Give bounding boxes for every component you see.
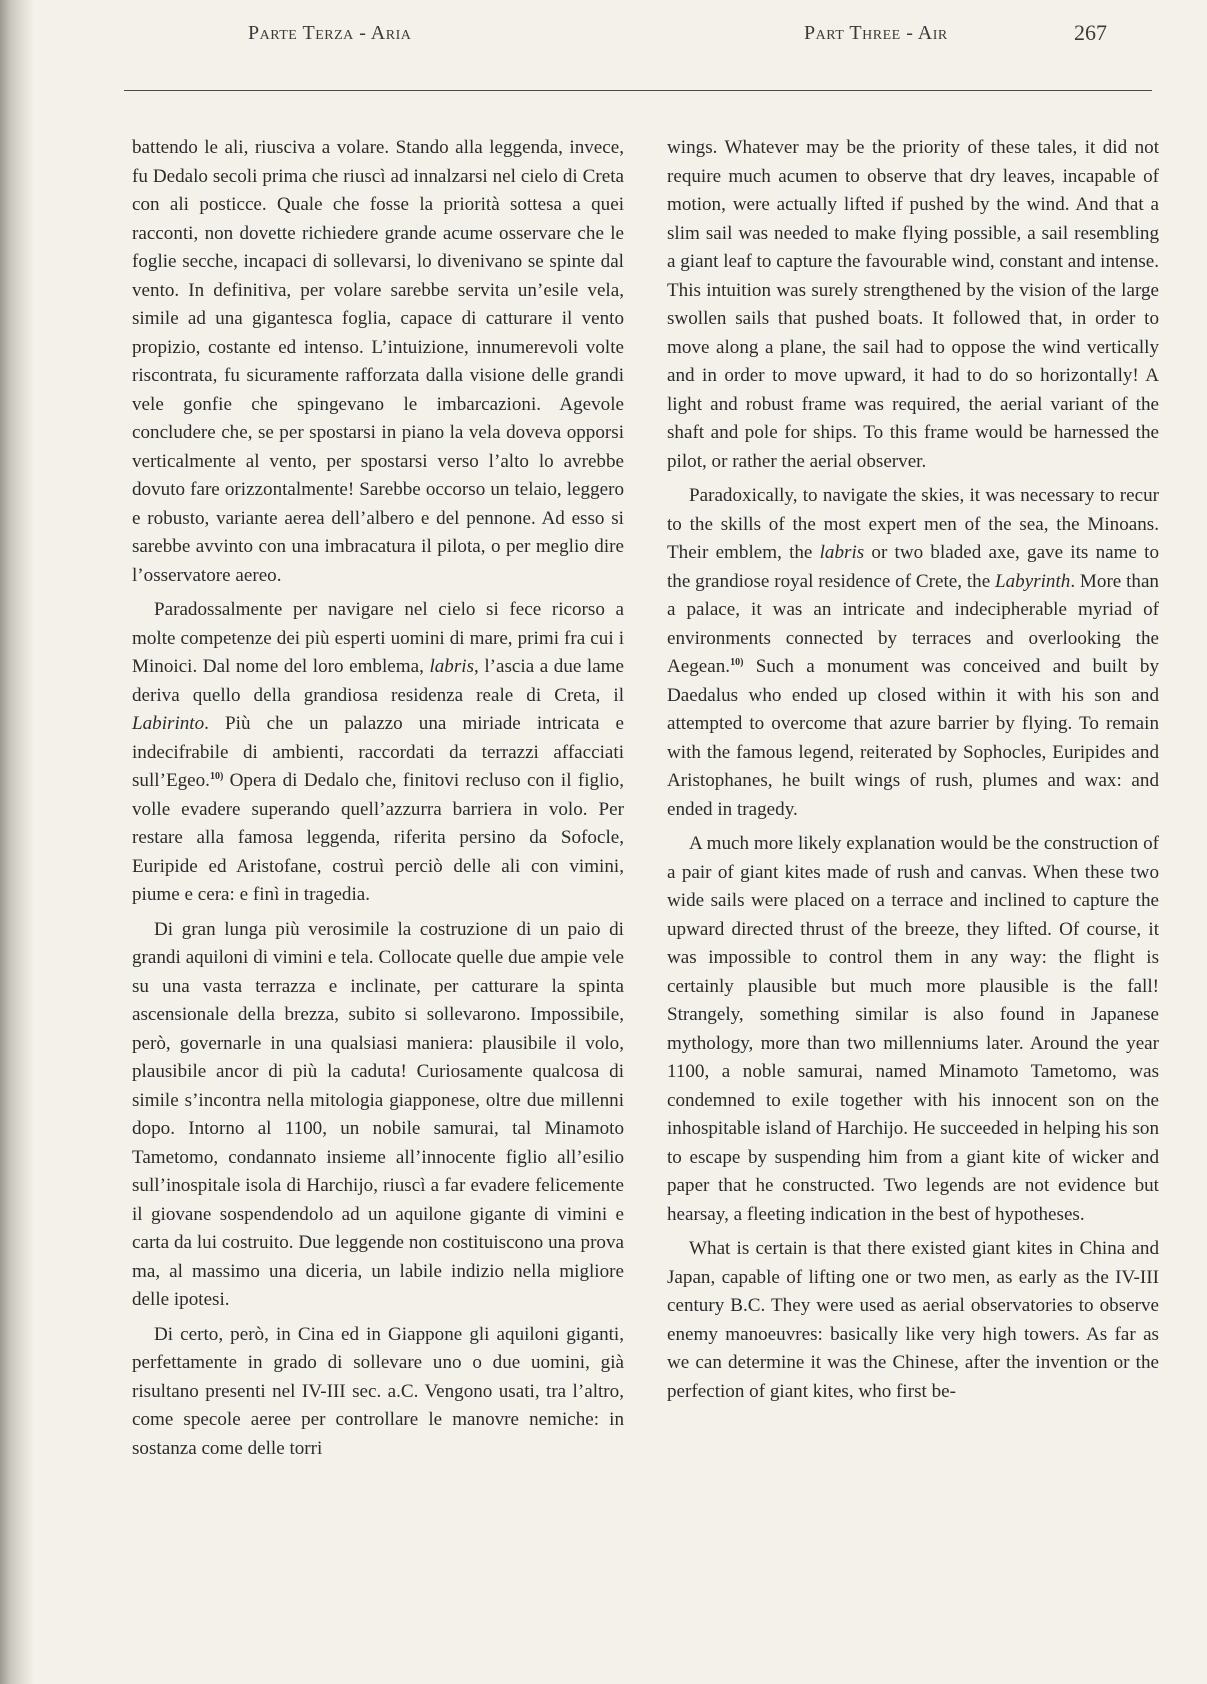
italian-paragraph-1-text: battendo le ali, riusciva a volare. Stando alla leggenda, invece, fu Dedalo secoli prima che riuscì ad innalzarsi nel cielo di Creta con ali posticce. Quale che fosse la priorità sottesa a quei racconti, non dovette richiedere grande acume osservare che le foglie secche, incapaci di sollevarsi, lo divenivano se spinte dal vento. In definitiva, per volare sarebbe servita un’esile vela, simile ad una gigantesca foglia, capace di catturare il vento propizio, costante ed intenso. L’intuizione, innumerevoli volte riscontrata, fu sicuramente rafforzata dalla visione delle grandi vele gonfie che spingevano le imbarcazioni. Agevole concludere che, se per spostarsi in piano la vela doveva opporsi verticalmente al vento, per spostarsi verso l’alto lo avrebbe dovuto fare orizzontalmente! Sarebbe occorso un telaio, leggero e robusto, variante aerea dell’albero e del pennone. Ad esso si sarebbe avvinto con una imbracatura il pilota, o per meglio dire l’osservatore aereo.	[132, 137, 624, 586]
english-paragraph-1-text: wings. Whatever may be the priority of these tales, it did not require much acumen to observe that dry leaves, incapable of motion, were actually lifted if pushed by the wind. And that a slim sail was needed to make flying possible, a sail resembling a giant leaf to capture the favourable wind, constant and intense. This intuition was surely strengthened by the vision of the large swollen sails that pushed boats. It followed that, in order to move along a plane, the sail had to oppose the wind vertically and in order to move upward, it had to do so horizontally! A light and robust frame was required, the aerial variant of the shaft and pole for ships. To this frame would be harnessed the pilot, or rather the aerial observer.	[667, 137, 1160, 472]
english-paragraph-2	[667, 482, 1159, 824]
english-labyrinth-term: Labyrinth	[995, 570, 1071, 592]
italian-footnote-ref: 10)	[209, 771, 224, 782]
running-header	[120, 20, 1107, 60]
italian-labris-term: labris	[429, 656, 475, 677]
english-paragraph-2-text-a: Paradoxically, to navigate the skies, it was necessary to recur to the skills of the most expert men of the sea, the Minoans. Their emblem, the	[667, 485, 1159, 563]
italian-paragraph-3-text: Di gran lunga più verosimile la costruzione di un paio di grandi aquiloni di vimini e tela. Collocate quelle due ampie vele su una vasta terrazza e inclinate, per catturare la spinta ascensionale della brezza, subito si sollevarono. Impossibile, però, governarle in una qualsiasi maniera: plausibile il volo, plausibile ancor di più la caduta! Curiosamente qualcosa di simile s’incontra nella mitologia giapponese, oltre due millenni dopo. Intorno al 1100, un nobile samurai, tal Minamoto Tametomo, condannato insieme all’innocente figlio all’esilio sull’inospitale isola di Harchijo, riuscì a far evadere felicemente il giovane sospendendolo ad un aquilone gigante di vimini e carta da lui costruito. Due leggende non costituiscono una prova ma, al massimo una diceria, un labile indizio nella migliore delle ipotesi.	[132, 918, 624, 1310]
english-paragraph-1	[667, 134, 1159, 476]
english-paragraph-3-text: A much more likely explanation would be the construction of a pair of giant kites made of rush and canvas. When these two wide sails were placed on a terrace and inclined to capture the upward directed thrust of the breeze, they lifted. Of course, it was impossible to control them in any way: the flight is certainly plausible but much more plausible is the fall! Strangely, something similar is also found in Japanese mythology, more than two millenniums later. Around the year 1100, a noble samurai, named Minamoto Tametomo, was condemned to exile together with his innocent son on the inhospitable island of Harchijo. He succeeded in helping his son to escape by suspending him from a giant kite of wicker and paper that he constructed. Two legends are not evidence but hearsay, a fleeting indication in the best of hypotheses.	[667, 833, 1159, 1225]
english-paragraph-2-text-c: . More than a palace, it was an intricate and indecipherable myriad of environments connected by terraces and overlooking the Aegean.	[667, 570, 1159, 677]
italian-paragraph-2	[132, 596, 624, 910]
english-labris-term: labris	[819, 542, 865, 563]
header-title-english: Part Three - Air	[804, 22, 948, 44]
italian-paragraph-2-text-c: . Più che un palazzo una miriade intricata e indecifrabile di ambienti, raccordati da terrazzi affacciati sull’Egeo.	[132, 713, 624, 791]
italian-paragraph-4	[132, 1321, 624, 1464]
italian-paragraph-1	[132, 134, 624, 590]
italian-paragraph-2-text-b: , l’ascia a due lame deriva quello della grandiosa residenza reale di Creta, il	[132, 656, 625, 706]
italian-paragraph-2-text-d: Opera di Dedalo che, finitovi recluso con il figlio, volle evadere superando quell’azzurra barriera in volo. Per restare alla famosa leggenda, riferita persino da Sofocle, Euripide ed Aristofane, costruì perciò delle ali con vimini, piume e cera: e finì in tragedia.	[132, 770, 624, 905]
italian-column	[132, 134, 624, 1463]
header-rule	[124, 90, 1152, 91]
english-paragraph-4-text: What is certain is that there existed giant kites in China and Japan, capable of lifting one or two men, as early as the IV-III century B.C. They were used as aerial observatories to observe enemy manoeuvres: basically like very high towers. As far as we can determine it was the Chinese, after the invention or the perfection of giant kites, who first be-	[667, 1238, 1159, 1402]
english-column	[667, 134, 1159, 1406]
italian-labirinto-term: Labirinto	[132, 713, 205, 734]
english-paragraph-3	[667, 830, 1159, 1229]
english-footnote-ref: 10)	[730, 657, 744, 668]
italian-paragraph-4-text: Di certo, però, in Cina ed in Giappone gli aquiloni giganti, perfettamente in grado di sollevare uno o due uomini, già risultano presenti nel IV-III sec. a.C. Vengono usati, tra l’altro, come specole aeree per controllare le manovre nemiche: in sostanza come delle torri	[132, 1323, 624, 1459]
page-binding-shadow	[0, 0, 34, 1684]
page-number: 267	[1074, 20, 1107, 45]
english-paragraph-4	[667, 1235, 1159, 1406]
italian-paragraph-2-text-a: Paradossalmente per navigare nel cielo si fece ricorso a molte competenze dei più esperti uomini di mare, primi fra cui i Minoici. Dal nome del loro emblema,	[132, 599, 624, 677]
header-title-italian: Parte Terza - Aria	[248, 22, 412, 44]
italian-paragraph-3	[132, 916, 624, 1315]
english-paragraph-2-text-b: or two bladed axe, gave its name to the grandiose royal residence of Crete, the	[667, 542, 1159, 592]
english-paragraph-2-text-d: Such a monument was conceived and built by Daedalus who ended up closed within it with his son and attempted to overcome that azure barrier by flying. To remain with the famous legend, reiterated by Sophocles, Euripides and Aristophanes, he built wings of rush, plumes and wax: and ended in tragedy.	[667, 656, 1159, 820]
